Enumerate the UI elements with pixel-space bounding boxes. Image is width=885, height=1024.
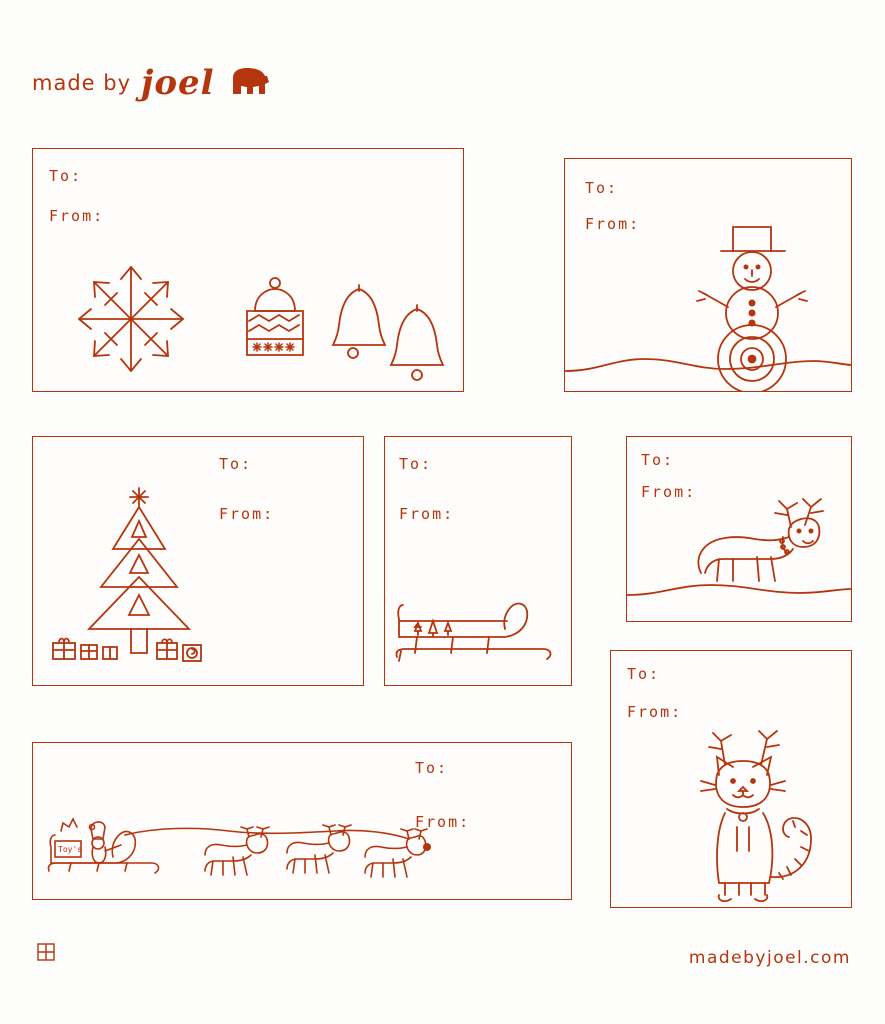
footer-website-url[interactable]: madebyjoel.com <box>688 948 851 968</box>
ground-line <box>627 577 852 613</box>
christmas-tree-with-presents-illustration <box>47 483 227 683</box>
tag-from-label: From: <box>641 483 697 501</box>
reindeer-illustration <box>683 493 841 605</box>
gift-tag-snowflake-hat-bells[interactable] <box>32 148 464 392</box>
gift-tag-santa-sleigh-team[interactable] <box>32 742 572 900</box>
tag-to-label: To: <box>415 759 449 777</box>
gift-tag-snowman[interactable] <box>564 158 852 392</box>
tag-from-label: From: <box>219 505 275 523</box>
tag-from-label: From: <box>627 703 683 721</box>
brand-made-by-text: made by <box>32 71 132 95</box>
santa-sleigh-with-reindeer-illustration <box>47 801 431 900</box>
tag-from-label: From: <box>49 207 105 225</box>
tag-from-label: From: <box>415 813 471 831</box>
tag-to-label: To: <box>585 179 619 197</box>
snow-ground-line <box>565 345 852 389</box>
gift-tag-cat-reindeer[interactable] <box>610 650 852 908</box>
snowflake-hat-bells-illustration <box>61 257 461 391</box>
tag-to-label: To: <box>49 167 83 185</box>
tag-to-label: To: <box>219 455 253 473</box>
gift-tag-reindeer[interactable] <box>626 436 852 622</box>
gift-tag-christmas-tree[interactable] <box>32 436 364 686</box>
elephant-logo-icon <box>229 66 271 100</box>
printer-mark-icon <box>36 942 56 966</box>
cat-with-antlers-illustration <box>695 727 851 908</box>
gift-tag-sleigh[interactable] <box>384 436 572 686</box>
tag-from-label: From: <box>585 215 641 233</box>
sleigh-illustration <box>393 589 565 685</box>
brand-name-text: joel <box>141 63 215 103</box>
tag-from-label: From: <box>399 505 455 523</box>
svg-text:Toy's: Toy's <box>58 845 83 854</box>
brand-logo <box>32 63 271 103</box>
tag-to-label: To: <box>627 665 661 683</box>
tag-to-label: To: <box>641 451 675 469</box>
tag-to-label: To: <box>399 455 433 473</box>
snowman-illustration <box>691 221 851 392</box>
